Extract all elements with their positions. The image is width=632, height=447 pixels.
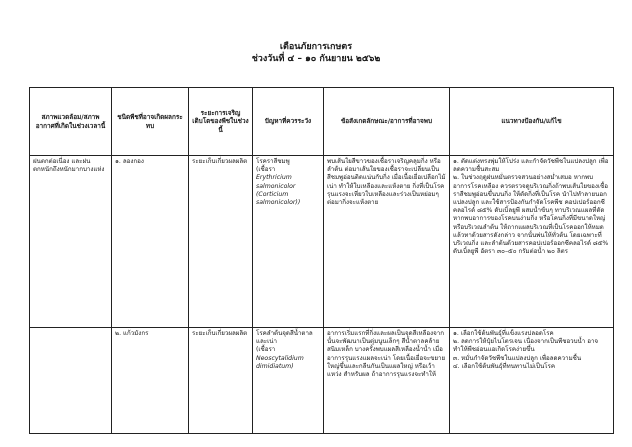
cell-stage: ระยะเก็บเกี่ยวผลผลิต (189, 156, 253, 328)
document-title: เตือนภัยการเกษตร (279, 42, 353, 52)
cell-weather (30, 328, 112, 434)
header-crop: ชนิดพืชที่อาจเกิดผลกระทบ (112, 88, 189, 156)
problem-scientific-synonym: (Corticium salmonicolor)) (256, 190, 301, 207)
cell-symptom: อาการเริ่มแรกที่กิ่งและผลเป็นจุดสีเหลืองจากนั้นจะพัฒนาเป็นตุ่มนูนเล็กๆ สีน้ำตาลคล้ายสนิมเหล็ก บางครั้งพบแผลสีเหลืองน้ำน้ำ เมื่ออาการรุนแรงแผลจะเน่า โดยเนื้อเยื่อจะขยายใหญ่ขึ้นและกลืนกันเป็นแผลใหญ่ หรือเว้าแหว่ง สำหรับผล ถ้าอาการรุนแรงจะทำให้ (324, 328, 450, 434)
header-prevention: แนวทางป้องกัน/แก้ไข (450, 88, 614, 156)
cell-prevention (450, 328, 614, 434)
header-symptom: ข้อสังเกตลักษณะ/อาการที่อาจพบ (324, 88, 450, 156)
prevention-item: ๒. ลดการให้ปุ๋ยไนโตรเจน เนื่องจากเป็นพืชอวบน้ำ อาจทำให้พืชอ่อนแอเกิดโรคง่ายขึ้น (453, 338, 599, 354)
cell-weather: ฝนตกต่อเนื่อง และฝนตกหนักถึงหนักมากบางแห่ง (30, 156, 112, 328)
problem-scientific-name: Erythricium salmonicolor (256, 174, 296, 190)
problem-pathogen-label: (เชื้อรา (256, 346, 276, 354)
prevention-item: ๔. เลือกใช้ต้นพันธุ์ที่ทนทานไม่เป็นโรค (453, 362, 555, 370)
table-header-row (30, 88, 614, 156)
cell-problem (253, 156, 324, 328)
document-subtitle: ช่วงวันที่ ๔ – ๑๐ กันยายน ๒๕๖๒ (251, 54, 381, 64)
prevention-item: ๒. ในช่วงฤดูฝนหมั่นตรวจสวนอย่างสม่ำเสมอ หากพบอาการโรคเหลือง ควรตรวจดูบริเวณกิ่งถ้าพบเส้นใยของเชื้อราสีชมพูอ่อนขึ้นบนกิ่ง ให้ตัดกิ่งที่เป็นโรค นำไปทำลายนอกแปลงปลูก และใช้สารป้องกันกำจัดโรคพืช คอปเปอร์ออกซีคลอไรด์ ๘๕% ดับเบิ้ลยูพี ผสมน้ำข้นๆ ทาบริเวณแผลที่ตัด หากพบอาการของโรคบนง่ามกิ่ง หรือโคนกิ่งที่มีขนาดใหญ่ หรือบริเวณลำต้น ให้ถากแผลบริเวณที่เป็นโรคออกให้หมด แล้วทาด้วยสารดังกล่าว จากนั้นพ่นให้ทั่วต้น โดยเฉพาะที่บริเวณกิ่ง และลำต้นด้วยสารคอปเปอร์ออกซีคลอไรด์ ๘๕% ดับเบิ้ลยูพี อัตรา ๓๐–๕๐ กรัมต่อน้ำ ๒๐ ลิตร (453, 174, 609, 256)
problem-pathogen-label: (เชื้อรา (256, 166, 276, 174)
table-row (30, 328, 614, 434)
cell-symptom: พบเส้นใยสีขาวของเชื้อราเจริญคลุมกิ่ง หรือลำต้น ต่อมาเส้นใยของเชื้อราจะเปลี่ยนเป็นสีชมพูอ่อนติดแน่นกับกิ่ง เมื่อเนื้อเยื่อเปลือกไม้เน่า ทำให้ใบเหลืองและแห้งตาย กิ่งที่เป็นโรครุนแรงจะเหี่ยวใบเหลืองและร่วงเป็นหย่อมๆ ต่อมากิ่งจะแห้งตาย (324, 156, 450, 328)
table-row (30, 156, 614, 328)
prevention-item: ๑. เลือกใช้ต้นพันธุ์ที่แข็งแรงปลอดโรค (453, 330, 554, 337)
prevention-item: ๑. ตัดแต่งทรงพุ่มให้โปร่ง และกำจัดวัชพืชในแปลงปลูก เพื่อลดความชื้นสะสม (453, 158, 609, 174)
warning-table (29, 87, 614, 434)
cell-stage: ระยะเก็บเกี่ยวผลผลิต (189, 328, 253, 434)
header-problem: ปัญหาที่ควรระวัง (253, 88, 324, 156)
problem-scientific-name: Neoscytalidium dimidiatum) (256, 354, 304, 370)
cell-prevention (450, 156, 614, 328)
problem-name: โรคลำต้นจุดสีน้ำตาลและเน่า (256, 330, 313, 346)
cell-problem (253, 328, 324, 434)
prevention-item: ๓. หมั่นกำจัดวัชพืชในแปลงปลูก เพื่อลดความชื้น (453, 354, 582, 362)
header-weather: สภาพแวดล้อม/สภาพอากาศที่เกิดในช่วงเวลานี้ (30, 88, 112, 156)
cell-crop: ๒. แก้วมังกร (112, 328, 189, 434)
cell-crop: ๑. ลองกอง (112, 156, 189, 328)
header-stage: ระยะการเจริญเติบโตของพืชในช่วงนี้ (189, 88, 253, 156)
problem-name: โรคราสีชมพู (256, 158, 290, 165)
